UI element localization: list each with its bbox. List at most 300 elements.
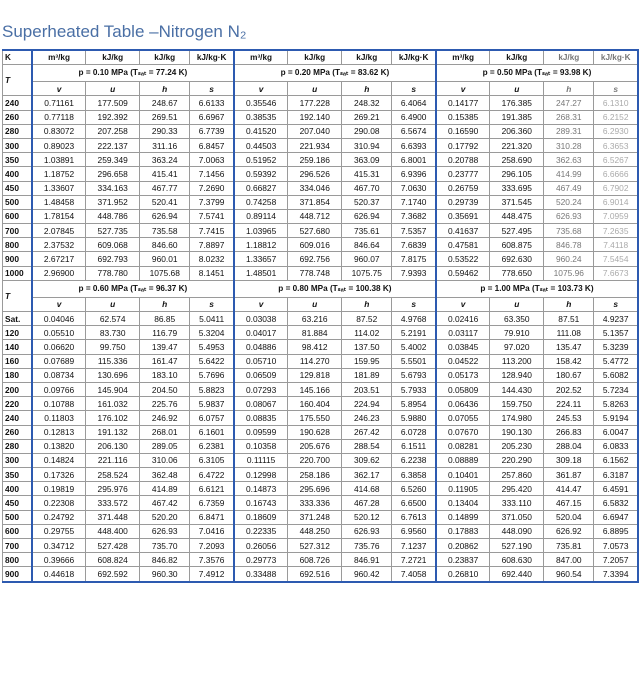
table-cell: 0.05173	[436, 368, 490, 382]
table-row	[3, 138, 639, 152]
table-cell: 7.5741	[190, 209, 234, 223]
table-row	[3, 567, 639, 582]
table-cell: 295.696	[288, 482, 342, 496]
row-temperature: 260	[3, 110, 32, 124]
table-cell: 626.94	[140, 209, 190, 223]
table-row	[3, 382, 639, 396]
table-cell: 158.42	[544, 354, 594, 368]
table-cell: 192.392	[86, 110, 140, 124]
table-cell: 7.7415	[190, 224, 234, 238]
table-cell: 0.08889	[436, 453, 490, 467]
table-cell: 258.524	[86, 468, 140, 482]
table-cell: 0.03117	[436, 326, 490, 340]
table-cell: 6.7739	[190, 124, 234, 138]
table-cell: 960.42	[342, 567, 392, 582]
table-cell: 6.5260	[392, 482, 436, 496]
table-cell: 289.31	[544, 124, 594, 138]
table-row	[3, 340, 639, 354]
row-temperature: 350	[3, 153, 32, 167]
table-cell: 205.230	[490, 439, 544, 453]
table-cell: 86.85	[140, 312, 190, 326]
table-cell: 81.884	[288, 326, 342, 340]
table-cell: 1.03965	[234, 224, 288, 238]
table-row	[3, 312, 639, 326]
table-cell: 114.02	[342, 326, 392, 340]
table-cell: 467.49	[544, 181, 594, 195]
table-cell: 0.18609	[234, 510, 288, 524]
table-cell: 0.07055	[436, 411, 490, 425]
table-cell: 6.3858	[392, 468, 436, 482]
table-cell: 5.2191	[392, 326, 436, 340]
row-temperature: 700	[3, 539, 32, 553]
table-cell: 6.1601	[190, 425, 234, 439]
table-cell: 414.89	[140, 482, 190, 496]
table-cell: 206.130	[86, 439, 140, 453]
table-row	[3, 224, 639, 238]
table-cell: 520.04	[544, 510, 594, 524]
table-cell: 608.875	[490, 238, 544, 252]
table-cell: 6.6947	[594, 510, 638, 524]
row-temperature: 180	[3, 368, 32, 382]
table-cell: 1.48458	[32, 195, 86, 209]
table-cell: 295.976	[86, 482, 140, 496]
table-cell: 0.23837	[436, 553, 490, 567]
table-cell: 846.60	[140, 238, 190, 252]
table-cell: 0.16590	[436, 124, 490, 138]
table-cell: 608.630	[490, 553, 544, 567]
table-cell: 520.37	[342, 195, 392, 209]
superheated-table	[2, 49, 639, 583]
table-cell: 6.2930	[594, 124, 638, 138]
symbol-header-s: s	[594, 82, 638, 96]
table-cell: 0.09766	[32, 382, 86, 396]
table-cell: 0.29755	[32, 524, 86, 538]
table-row	[3, 453, 639, 467]
table-cell: 0.14177	[436, 96, 490, 110]
table-cell: 0.11803	[32, 411, 86, 425]
table-cell: 176.102	[86, 411, 140, 425]
table-cell: 159.750	[490, 397, 544, 411]
table-cell: 735.81	[544, 539, 594, 553]
symbol-header-v: v	[234, 82, 288, 96]
table-cell: 609.016	[288, 238, 342, 252]
table-cell: 0.05809	[436, 382, 490, 396]
table-cell: 5.9194	[594, 411, 638, 425]
lower-pressure-2: p = 1.00 MPa (Tₛₐₜ = 103.73 K)	[436, 280, 638, 297]
table-cell: 7.0959	[594, 209, 638, 223]
table-cell: 6.0047	[594, 425, 638, 439]
table-cell: 6.0728	[392, 425, 436, 439]
table-cell: 129.818	[288, 368, 342, 382]
symbol-header-h: h	[544, 82, 594, 96]
table-cell: 0.19819	[32, 482, 86, 496]
table-cell: 527.428	[86, 539, 140, 553]
table-cell: 0.13404	[436, 496, 490, 510]
unit-header: m³/kg	[436, 50, 490, 65]
table-cell: 6.5832	[594, 496, 638, 510]
table-cell: 176.385	[490, 96, 544, 110]
table-cell: 0.20788	[436, 153, 490, 167]
table-cell: 6.0757	[190, 411, 234, 425]
table-cell: 246.92	[140, 411, 190, 425]
table-cell: 259.349	[86, 153, 140, 167]
table-cell: 0.44618	[32, 567, 86, 582]
table-cell: 259.186	[288, 153, 342, 167]
table-cell: 5.4953	[190, 340, 234, 354]
table-cell: 5.8954	[392, 397, 436, 411]
table-row	[3, 181, 639, 195]
table-cell: 177.509	[86, 96, 140, 110]
table-cell: 1.48501	[234, 266, 288, 280]
table-cell: 0.08067	[234, 397, 288, 411]
table-cell: 309.18	[544, 453, 594, 467]
table-cell: 181.89	[342, 368, 392, 382]
table-cell: 248.32	[342, 96, 392, 110]
table-cell: 0.22335	[234, 524, 288, 538]
lower-pressure-1: p = 0.80 MPa (Tₛₐₜ = 100.38 K)	[234, 280, 436, 297]
table-cell: 0.12813	[32, 425, 86, 439]
table-row	[3, 397, 639, 411]
table-cell: 846.64	[342, 238, 392, 252]
table-cell: 6.3105	[190, 453, 234, 467]
table-cell: 6.9014	[594, 195, 638, 209]
table-cell: 520.41	[140, 195, 190, 209]
table-cell: 7.1237	[392, 539, 436, 553]
table-cell: 6.9396	[392, 167, 436, 181]
row-temperature: 450	[3, 181, 32, 195]
table-cell: 7.3394	[594, 567, 638, 582]
table-cell: 0.04017	[234, 326, 288, 340]
table-cell: 5.7234	[594, 382, 638, 396]
table-cell: 0.26810	[436, 567, 490, 582]
unit-k: K	[3, 50, 32, 65]
table-cell: 6.4722	[190, 468, 234, 482]
upper-pressure-row	[3, 65, 639, 82]
table-cell: 692.793	[86, 252, 140, 266]
table-cell: 5.5501	[392, 354, 436, 368]
row-temperature: 700	[3, 224, 32, 238]
table-cell: 6.8001	[392, 153, 436, 167]
table-cell: 735.58	[140, 224, 190, 238]
row-temperature: 240	[3, 96, 32, 110]
table-cell: 333.336	[288, 496, 342, 510]
table-cell: 268.01	[140, 425, 190, 439]
upper-pressure-0: p = 0.10 MPa (Tₛₐₜ = 77.24 K)	[32, 65, 234, 82]
table-cell: 527.735	[86, 224, 140, 238]
row-temperature: 240	[3, 411, 32, 425]
table-cell: 0.26056	[234, 539, 288, 553]
symbol-header-u: u	[490, 297, 544, 311]
table-cell: 414.68	[342, 482, 392, 496]
table-cell: 290.08	[342, 124, 392, 138]
table-cell: 5.9880	[392, 411, 436, 425]
table-cell: 5.4002	[392, 340, 436, 354]
table-cell: 7.8175	[392, 252, 436, 266]
row-temperature: 140	[3, 340, 32, 354]
symbol-header-h: h	[342, 82, 392, 96]
table-cell: 626.94	[342, 209, 392, 223]
table-cell: 5.6793	[392, 368, 436, 382]
table-cell: 6.0833	[594, 439, 638, 453]
table-cell: 87.52	[342, 312, 392, 326]
symbol-header-s: s	[392, 82, 436, 96]
table-cell: 2.67217	[32, 252, 86, 266]
table-cell: 0.83072	[32, 124, 86, 138]
table-row	[3, 496, 639, 510]
symbol-header-h: h	[140, 82, 190, 96]
lower-pressure-row	[3, 280, 639, 297]
table-cell: 0.05510	[32, 326, 86, 340]
table-cell: 7.2093	[190, 539, 234, 553]
table-cell: 0.33488	[234, 567, 288, 582]
table-cell: 5.7933	[392, 382, 436, 396]
table-row	[3, 524, 639, 538]
table-cell: 735.68	[544, 224, 594, 238]
table-row	[3, 238, 639, 252]
row-temperature: 280	[3, 124, 32, 138]
table-cell: 1.18812	[234, 238, 288, 252]
table-cell: 192.140	[288, 110, 342, 124]
table-cell: 203.51	[342, 382, 392, 396]
symbol-header-s: s	[594, 297, 638, 311]
symbol-header-u: u	[86, 82, 140, 96]
table-cell: 5.9837	[190, 397, 234, 411]
table-cell: 135.47	[544, 340, 594, 354]
lower-pressure-0: p = 0.60 MPa (Tₛₐₜ = 96.37 K)	[32, 280, 234, 297]
table-cell: 735.70	[140, 539, 190, 553]
table-cell: 0.35546	[234, 96, 288, 110]
nitrogen-table	[2, 49, 639, 583]
table-cell: 268.31	[544, 110, 594, 124]
table-cell: 7.3799	[190, 195, 234, 209]
table-cell: 5.7696	[190, 368, 234, 382]
table-cell: 4.9768	[392, 312, 436, 326]
table-cell: 361.87	[544, 468, 594, 482]
table-cell: 159.95	[342, 354, 392, 368]
table-row	[3, 110, 639, 124]
table-row	[3, 266, 639, 280]
table-cell: 6.7902	[594, 181, 638, 195]
symbol-header-s: s	[190, 82, 234, 96]
table-cell: 415.31	[342, 167, 392, 181]
table-cell: 296.105	[490, 167, 544, 181]
table-cell: 6.6393	[392, 138, 436, 152]
table-row	[3, 167, 639, 181]
table-cell: 191.132	[86, 425, 140, 439]
table-cell: 0.66827	[234, 181, 288, 195]
table-cell: 0.06436	[436, 397, 490, 411]
row-temperature: 900	[3, 567, 32, 582]
page-title: Superheated Table –Nitrogen N₂	[2, 22, 247, 41]
table-cell: 7.8897	[190, 238, 234, 252]
table-cell: 527.495	[490, 224, 544, 238]
table-cell: 0.06509	[234, 368, 288, 382]
table-cell: 527.312	[288, 539, 342, 553]
table-cell: 467.77	[140, 181, 190, 195]
table-cell: 7.1740	[392, 195, 436, 209]
table-cell: 288.04	[544, 439, 594, 453]
unit-header: kJ/kg·K	[594, 50, 638, 65]
table-cell: 846.82	[140, 553, 190, 567]
table-cell: 63.216	[288, 312, 342, 326]
table-cell: 960.24	[544, 252, 594, 266]
table-cell: 1.03891	[32, 153, 86, 167]
table-cell: 258.186	[288, 468, 342, 482]
table-cell: 161.47	[140, 354, 190, 368]
table-cell: 846.78	[544, 238, 594, 252]
table-cell: 448.475	[490, 209, 544, 223]
symbol-header-u: u	[86, 297, 140, 311]
table-row	[3, 411, 639, 425]
table-cell: 245.53	[544, 411, 594, 425]
table-cell: 2.96900	[32, 266, 86, 280]
table-cell: 0.14824	[32, 453, 86, 467]
table-cell: 0.12998	[234, 468, 288, 482]
table-cell: 247.27	[544, 96, 594, 110]
table-cell: 520.20	[140, 510, 190, 524]
table-cell: 0.47581	[436, 238, 490, 252]
table-cell: 190.130	[490, 425, 544, 439]
table-cell: 5.6082	[594, 368, 638, 382]
table-cell: 144.430	[490, 382, 544, 396]
table-cell: 626.93	[140, 524, 190, 538]
table-cell: 7.5357	[392, 224, 436, 238]
table-row	[3, 553, 639, 567]
table-cell: 448.786	[86, 209, 140, 223]
table-cell: 7.3576	[190, 553, 234, 567]
table-cell: 1075.96	[544, 266, 594, 280]
table-cell: 7.2635	[594, 224, 638, 238]
table-cell: 183.10	[140, 368, 190, 382]
table-cell: 0.15385	[436, 110, 490, 124]
table-cell: 0.22308	[32, 496, 86, 510]
table-cell: 7.6839	[392, 238, 436, 252]
row-temperature: 350	[3, 468, 32, 482]
table-cell: 97.020	[490, 340, 544, 354]
table-cell: 222.137	[86, 138, 140, 152]
table-cell: 371.248	[288, 510, 342, 524]
row-temperature: 800	[3, 238, 32, 252]
table-cell: 99.750	[86, 340, 140, 354]
table-cell: 609.068	[86, 238, 140, 252]
table-cell: 692.756	[288, 252, 342, 266]
table-cell: 113.200	[490, 354, 544, 368]
table-cell: 0.17326	[32, 468, 86, 482]
table-cell: 98.412	[288, 340, 342, 354]
table-cell: 7.0630	[392, 181, 436, 195]
table-cell: 692.630	[490, 252, 544, 266]
table-cell: 448.712	[288, 209, 342, 223]
table-cell: 0.35691	[436, 209, 490, 223]
table-cell: 1075.68	[140, 266, 190, 280]
table-cell: 207.040	[288, 124, 342, 138]
table-cell: 6.6121	[190, 482, 234, 496]
unit-header: m³/kg	[234, 50, 288, 65]
table-cell: 190.628	[288, 425, 342, 439]
table-cell: 0.29773	[234, 553, 288, 567]
table-cell: 269.21	[342, 110, 392, 124]
table-cell: 6.2238	[392, 453, 436, 467]
table-cell: 626.93	[342, 524, 392, 538]
table-cell: 333.572	[86, 496, 140, 510]
table-cell: 309.62	[342, 453, 392, 467]
table-cell: 5.8263	[594, 397, 638, 411]
table-cell: 527.190	[490, 539, 544, 553]
table-cell: 7.6673	[594, 266, 638, 280]
table-cell: 83.730	[86, 326, 140, 340]
table-cell: 7.0416	[190, 524, 234, 538]
table-row	[3, 368, 639, 382]
table-cell: 4.9237	[594, 312, 638, 326]
table-cell: 0.13820	[32, 439, 86, 453]
table-cell: 6.1562	[594, 453, 638, 467]
table-cell: 267.42	[342, 425, 392, 439]
table-cell: 5.3204	[190, 326, 234, 340]
table-cell: 0.53522	[436, 252, 490, 266]
table-cell: 0.41637	[436, 224, 490, 238]
table-cell: 0.38535	[234, 110, 288, 124]
table-cell: 160.404	[288, 397, 342, 411]
unit-header: kJ/kg	[288, 50, 342, 65]
table-cell: 467.70	[342, 181, 392, 195]
symbol-header-v: v	[436, 82, 490, 96]
table-cell: 6.2381	[190, 439, 234, 453]
table-cell: 527.680	[288, 224, 342, 238]
table-cell: 467.15	[544, 496, 594, 510]
table-cell: 221.320	[490, 138, 544, 152]
table-cell: 0.03845	[436, 340, 490, 354]
table-cell: 6.8471	[190, 510, 234, 524]
table-cell: 0.09599	[234, 425, 288, 439]
table-cell: 371.854	[288, 195, 342, 209]
symbol-header-v: v	[32, 82, 86, 96]
table-cell: 6.8895	[594, 524, 638, 538]
table-row	[3, 195, 639, 209]
symbol-header-u: u	[490, 82, 544, 96]
table-cell: 363.09	[342, 153, 392, 167]
table-cell: 248.67	[140, 96, 190, 110]
row-temperature: 800	[3, 553, 32, 567]
table-cell: 0.17883	[436, 524, 490, 538]
table-cell: 0.04046	[32, 312, 86, 326]
table-cell: 692.592	[86, 567, 140, 582]
table-row	[3, 124, 639, 138]
row-temperature: 160	[3, 354, 32, 368]
table-cell: 7.4058	[392, 567, 436, 582]
table-cell: 5.4772	[594, 354, 638, 368]
table-cell: 363.24	[140, 153, 190, 167]
table-row	[3, 326, 639, 340]
symbol-header-v: v	[32, 297, 86, 311]
table-cell: 7.2721	[392, 553, 436, 567]
table-cell: 847.00	[544, 553, 594, 567]
table-cell: 145.166	[288, 382, 342, 396]
table-cell: 608.824	[86, 553, 140, 567]
table-cell: 5.6422	[190, 354, 234, 368]
table-cell: 224.11	[544, 397, 594, 411]
table-cell: 0.24792	[32, 510, 86, 524]
table-cell: 778.650	[490, 266, 544, 280]
table-cell: 114.270	[288, 354, 342, 368]
table-cell: 0.59462	[436, 266, 490, 280]
table-cell: 115.336	[86, 354, 140, 368]
row-temperature: 400	[3, 482, 32, 496]
table-cell: 62.574	[86, 312, 140, 326]
table-cell: 7.5454	[594, 252, 638, 266]
table-cell: 415.41	[140, 167, 190, 181]
symbol-header-v: v	[234, 297, 288, 311]
table-cell: 371.952	[86, 195, 140, 209]
